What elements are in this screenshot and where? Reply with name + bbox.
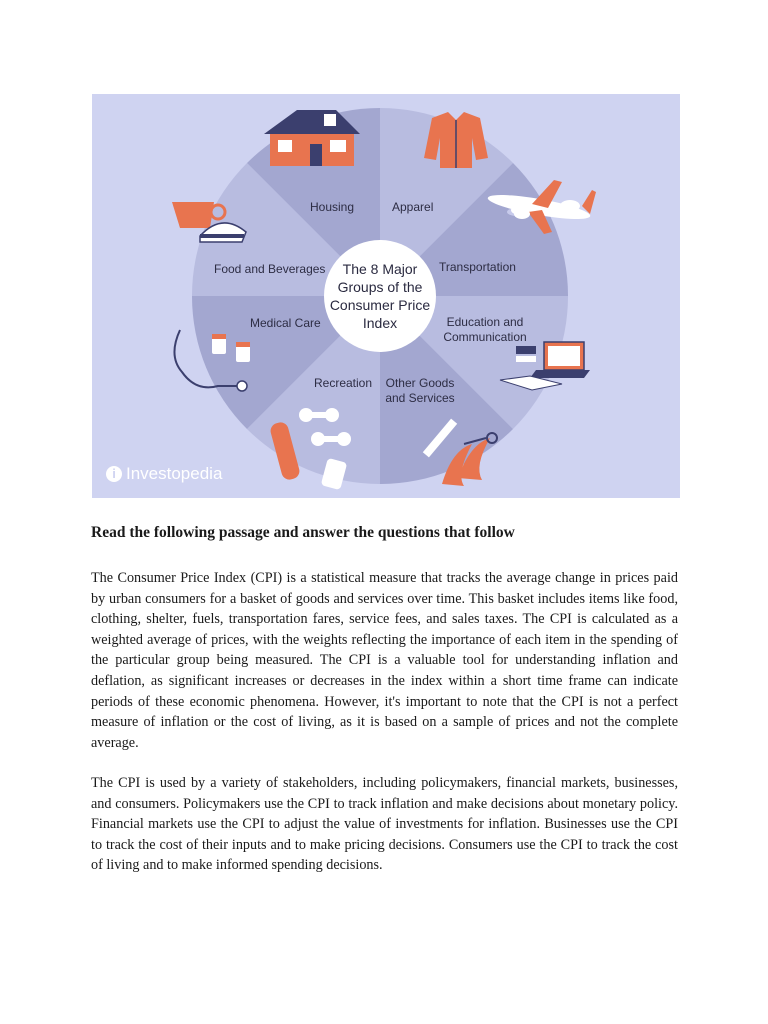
label-education: Education and Communication xyxy=(443,315,527,344)
label-apparel: Apparel xyxy=(392,200,434,214)
wheel-center-title: The 8 Major Groups of the Consumer Price Index xyxy=(329,261,431,331)
cpi-wheel-infographic xyxy=(92,94,680,498)
brand-name: Investopedia xyxy=(126,464,223,483)
label-transportation: Transportation xyxy=(439,260,516,274)
label-housing: Housing xyxy=(310,200,355,214)
paragraph-2: The CPI is used by a variety of stakeholders, including policymakers, financial markets, businesses, and consumers. Policymakers use the CPI to track inflation and make decisions about monetary policy. Financial markets use the CPI to adjust the value of investments for inflation. Businesses use the CPI to track the cost of their inputs and to make pricing decisions. Consumers use the CPI to track the cost of living and to make informed spending decisions. xyxy=(91,775,678,874)
investopedia-logo-icon: i xyxy=(106,466,122,482)
paragraph-1: The Consumer Price Index (CPI) is a statistical measure that tracks the average change in prices paid by urban consumers for a basket of goods and services over time. This basket includes items like food, clothing, shelter, fuels, transportation fares, service fees, and sales taxes. The CPI is calculated as a weighted average of prices, with the weights reflecting the importance of each item in the spending of the particular group being measured. The CPI is a valuable tool for understanding inflation and deflation, as significant increases or decreases in the index within a short time frame can indicate periods of these economic phenomena. However, it's important to note that the CPI is not a perfect measure of inflation or the cost of living, as it is based on a sample of prices and not the complete average. xyxy=(91,570,678,751)
brand-logo xyxy=(106,464,222,484)
label-other-goods: Other Goods and Services xyxy=(385,376,455,405)
label-recreation: Recreation xyxy=(314,376,373,390)
label-food-beverages: Food and Beverages xyxy=(214,262,326,276)
passage-heading: Read the following passage and answer the questions that follow xyxy=(91,524,515,541)
label-medical-care: Medical Care xyxy=(250,316,321,330)
